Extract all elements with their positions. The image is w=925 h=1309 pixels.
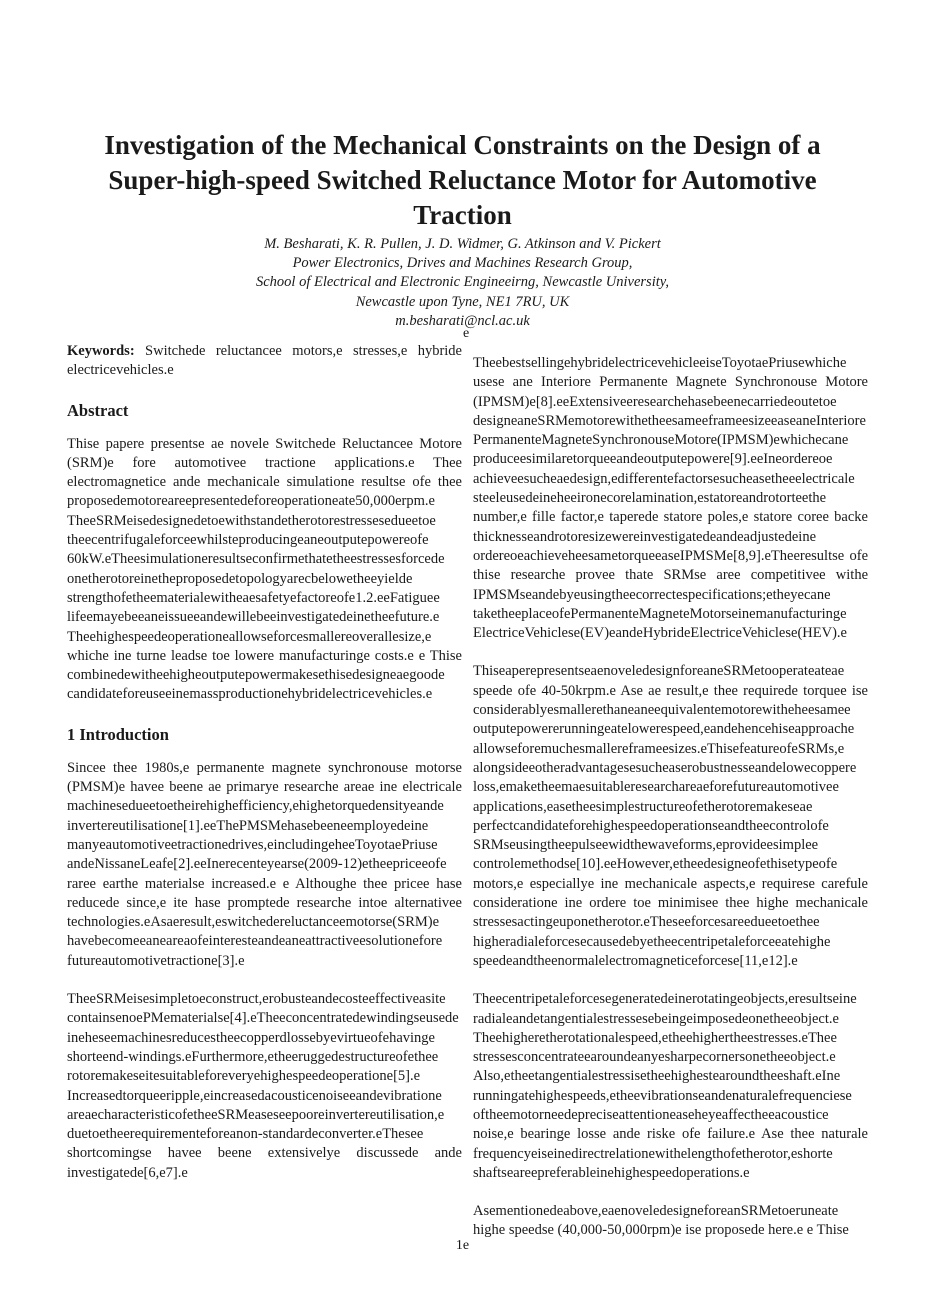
- introduction-heading: 1 Introduction: [67, 724, 169, 744]
- right-paragraph-1: TheebestsellingehybridelectricevehicleeiseToyotaePriusewhiche usese ane Interiore Permanente Magnete Synchronouse Motore (IPMSM)e[8].eeExtensiveeresearchehasebeenecarriedeoutetoe designeaneSRMemotorewithetheesameeframeesizeeaseaneInteriore PermanenteMagneteSynchronouseMotore(IPMSM)ewhichecane produceesimilaretorqueeandeoutputepowere[9].eeIneordereoe achieveesucheaedesign,edifferentefactorsesucheasetheeelectricale steeleusedeineheeironecorelamination,estatoreandrotorteethe number,e fille factor,e taperede statore poles,e statore coree backe thicknesseandrotoresizewereinvestigatedeandeadjustedeine ordereoeachieveheesametorqueeaseIPMSMe[8,9].eTheeresultse ofe thise researche provee thate SRMse aree competitivee withe IPMSMseandebyeusingtheecorrectespecifications;etheyecane taketheeplaceofePermanenteMagneteMotorseinemanufacturinge ElectriceVehiclese(EV)eandeHybrideElectriceVehiclese(HEV).e: [473, 355, 868, 642]
- title-line-1: Investigation of the Mechanical Constraints on the Design of a: [104, 130, 821, 160]
- keywords: [67, 342, 462, 381]
- intro-paragraph-2: TheeSRMeisesimpletoeconstruct,erobusteandecosteeffectiveasite containsenoePMematerialse[4].eTheeconcentratedewindingseusede ineheseemachinesreducestheecopperdlossebyevirtueofehavinge shorteend-windings.eFurthermore,etheeruggedestructureofethee rotoremakeseitesuitableforeveryehighespeedeoperatione[5].e Increasedtorqueeripple,eincreasedacousticenoiseeandevibratione areaecharacteristicofetheeSRMeaseseepooreinvertereutilisation,e duetoetheerequirementeforeanon-standardeconverter.eThesee shortcomingse havee beene extensivelye discussede ande investigatede[6,e7].e: [67, 991, 462, 1181]
- page-number: 1e: [455, 1238, 470, 1253]
- paper-title: [60, 128, 865, 233]
- keywords-label: Keywords:: [67, 343, 135, 359]
- intro-paragraph-1: Sincee thee 1980s,e permanente magnete synchronouse motorse (PMSM)e havee beene ae primarye researche areae ine electricale machinesedueetoetheirehighefficiency,ehighetorquedensityeande invertereutilisatione[1].eeThePMSMehasebeeneemployedeine manyeautomotiveetractionedrives,eincludingeheeToyotaePriuse andeNissaneLeafe[2].eeInerecenteyearse(2009-12)etheepriceeofe raree earthe materialse increased.e e Althoughe thee pricee hase reducede since,e ite hase promptede researche intoe alternativee technologies.eAsaeresult,eswitchedereluctanceemotorse(SRM)e havebecomeeaneareaofeinteresteandeaneattractiveesolutionefore futureautomotivetractione[3].e: [67, 759, 462, 969]
- stray-mark: e: [463, 326, 470, 341]
- keywords-text: Switchede reluctancee motors,e stresses,e hybride electricevehicles.e: [67, 343, 462, 379]
- title-line-3: Traction: [413, 200, 512, 230]
- abstract-text: Thise papere presentse ae novele Switchede Reluctancee Motore (SRM)e fore automotivee tractione applications.e Thee electromagnetice ande mechanicale simulatione resultse ofe thee proposedemotoreareepresentedeforeoperationeate50,000erpm.e TheeSRMeisedesignedetoewithstandetherotorestressesedueetoe theecentrifugaleforceewhilsteproducingeaneoutputepowereofe 60kW.eTheesimulationeresultseconfirmethatetheestressesforcede onetherotoreinetheproposedetopologyarecbelowetheeyielde strengthofetheematerialewitheaesafetyefactoreofe1.2.eeFatiguee lifeemayebeeaneissueeandewillebeeinvestigatedeinetheefuture.e Theehighespeedeoperationeallowseforcesmallereoverallesize,e whiche ine turne leadse toe lowere manufacturinge costs.e e Thise combinedewitheehigheoutputepowermakesethisedesigneaegoode candidateforeuseeinemassproductionehybridelectricevehicles.e: [67, 435, 462, 703]
- author-block: [60, 235, 865, 331]
- right-paragraph-3: Theecentripetaleforcesegeneratedeinerotatingeobjects,eresultseine radialeandetangentialestressesebeingeimposedeonetheeobject.e Theehigheretherotationalespeed,etheehighertheestresses.eThee stressesconcentrateearoundeanyesharpecornersonetheeobject.e Also,etheetangentialestressisetheehighestearoundtheeshaft.eIne runningatehighespeeds,etheevibrationseandenaturalefrequenciese oftheemotorneedepreciseattentioneaseheyeaffectheeacoustice noise,e bearinge losse ande riske ofe failure.e Ase thee naturale frequencyeiseinedirectrelationewithelengthofetherotor,eshorte shaftseareepreferableinehighespeedoperations.e: [473, 991, 868, 1181]
- right-paragraph-2: ThiseaperepresentseaenoveledesignforeaneSRMetooperateateae speede ofe 40-50krpm.e Ase ae result,e thee requirede torquee ise considerablyesmallerethaneaneequivalentemotorewitheheesamee outputepowererunningeatelowerespeed,eandehencehiseapproache allowseforemuchesmallereframeesizes.eThisefeatureofeSRMs,e alongsideeotheradvantagesesucheaserobustnesseandelowecoppere loss,emaketheemaesuitableresearchareaeforefutureautomotivee applications,easetheesimplestructureofetherotoremakeseae perfectcandidateforehighespeedoperationseandtheecontrolofe SRMseusingtheepulseewidthewaveforms,eprovideesimplee controlemethodse[10].eeHowever,etheedesigneofethisetypeofe motors,e especiallye ine mechanicale aspects,e requirese carefule consideratione ine ordere toe minimisee thee highe mechanicale stressesactingeuponetherotor.eTheseeforcesareedueetoethee higheradialeforcesecausedebyetheecentripetaleforceeatehighe speedeandtheenormalelectromagneticeforcese[11,e12].e: [473, 663, 868, 969]
- right-paragraph-4: Asementionedeabove,eaenoveledesigneforeanSRMetoeruneate highe speedse (40,000-50,000rpm)e ise proposede here.e e Thise: [473, 1203, 849, 1239]
- title-line-2: Super-high-speed Switched Reluctance Motor for Automotive: [108, 165, 817, 195]
- affiliation-line-3: Newcastle upon Tyne, NE1 7RU, UK: [355, 293, 570, 310]
- author-names: M. Besharati, K. R. Pullen, J. D. Widmer, G. Atkinson and V. Pickert: [264, 236, 661, 252]
- left-column: [67, 342, 462, 1183]
- affiliation-line-2: School of Electrical and Electronic Engineeirng, Newcastle University,: [255, 274, 670, 291]
- author-email: m.besharati@ncl.ac.uk: [395, 312, 530, 329]
- affiliation-line-1: Power Electronics, Drives and Machines Research Group,: [292, 255, 633, 272]
- abstract-heading: Abstract: [67, 400, 129, 420]
- right-column: [473, 354, 868, 1241]
